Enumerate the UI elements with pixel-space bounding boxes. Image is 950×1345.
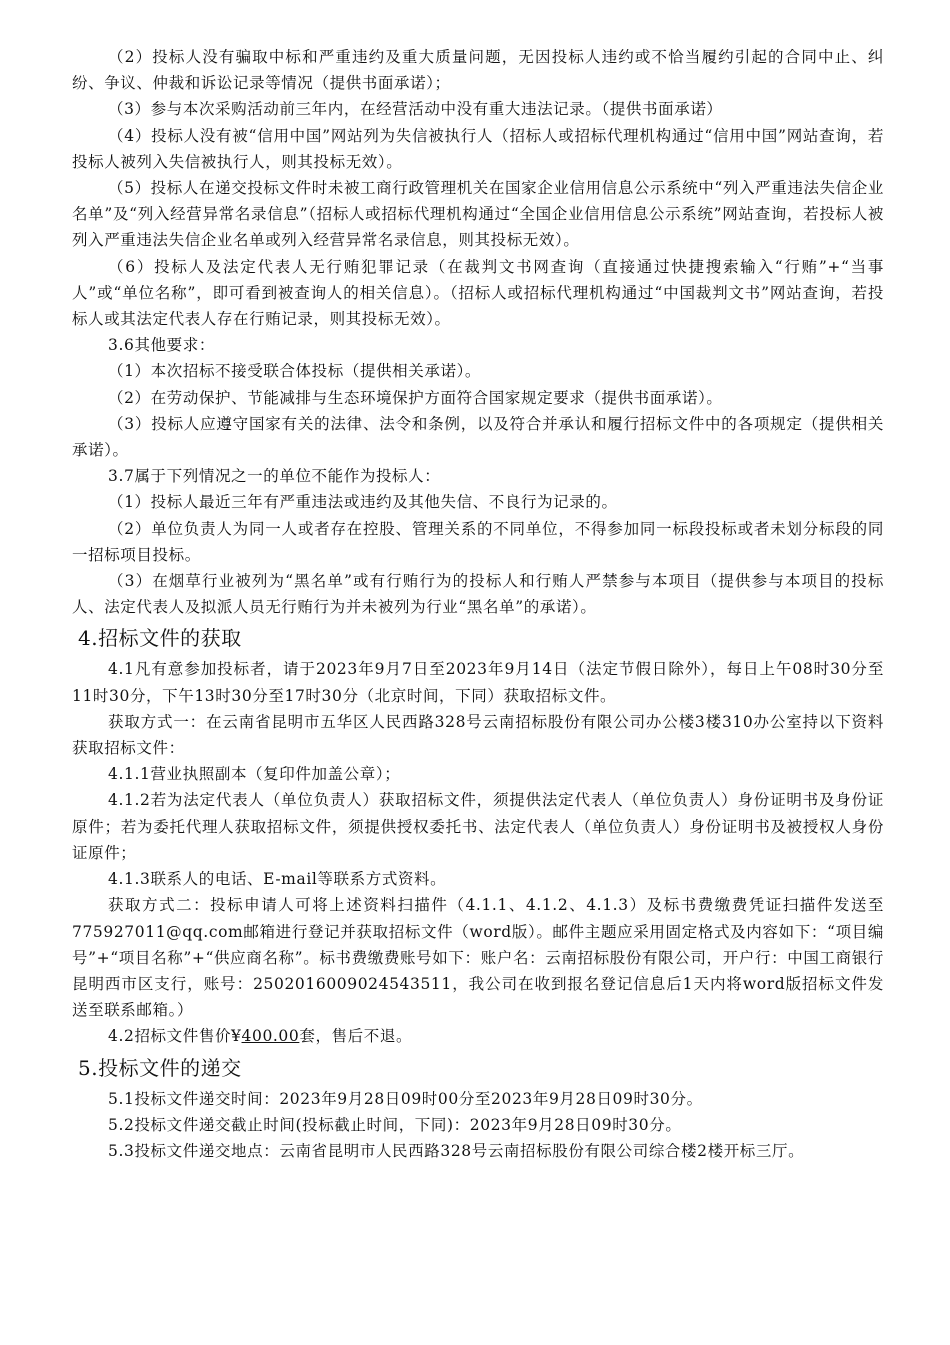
acquisition-method-2: 获取方式二：投标申请人可将上述资料扫描件（4.1.1、4.1.2、4.1.3）及标书费缴费凭证扫描件发送至775927011@qq.com邮箱进行登记并获取招标文件（word版）。邮件主题应采用固定格式及内容如下：“项目编号”+“项目名称”+“供应商名称”。标书费缴费账号如下：账户名：云南招标股份有限公司，开户行：中国工商银行昆明西市区支行，账号：2502016009024543511，我公司在收到报名登记信息后1天内将word版招标文件发送至联系邮箱。） (72, 896, 884, 1020)
section-4-heading: 4.招标文件的获取 (78, 626, 242, 651)
requirement-item-3: （3）参与本次采购活动前三年内，在经营活动中没有重大违法记录。（提供书面承诺） (108, 100, 723, 119)
section-5-1: 5.1投标文件递交时间：2023年9月28日09时00分至2023年9月28日09时30分。 (108, 1089, 703, 1108)
section-4-1-paragraph: 4.1凡有意参加投标者，请于2023年9月7日至2023年9月14日（法定节假日除外），每日上午08时30分至11时30分，下午13时30分至17时30分（北京时间，下同）获取招标文件。 (72, 660, 884, 705)
requirement-item-2: （2）投标人没有骗取中标和严重违约及重大质量问题，无因投标人违约或不恰当履约引起的合同中止、纠纷、争议、仲裁和诉讼记录等情况（提供书面承诺）； (72, 48, 884, 93)
section-4-1-1: 4.1.1营业执照副本（复印件加盖公章）； (108, 765, 401, 784)
other-requirement-1: （1）本次招标不接受联合体投标（提供相关承诺）。 (108, 362, 482, 381)
price-prefix: 4.2招标文件售价¥ (108, 1027, 242, 1046)
section-4-1-3: 4.1.3联系人的电话、E-mail等联系方式资料。 (108, 870, 447, 889)
section-4-2-price (72, 1023, 884, 1049)
section-3-6-title: 3.6其他要求： (108, 336, 215, 355)
exclusion-item-3: （3）在烟草行业被列为“黑名单”或有行贿行为的投标人和行贿人严禁参与本项目（提供参与本项目的投标人、法定代表人及拟派人员无行贿行为并未被列为行业“黑名单”的承诺）。 (72, 572, 884, 617)
section-5-2: 5.2投标文件递交截止时间(投标截止时间，下同)：2023年9月28日09时30分。 (108, 1115, 682, 1134)
requirement-item-4: （4）投标人没有被“信用中国”网站列为失信被执行人（招标人或招标代理机构通过“信用中国”网站查询，若投标人被列入失信被执行人，则其投标无效）。 (72, 126, 884, 171)
other-requirement-2: （2）在劳动保护、节能减排与生态环境保护方面符合国家规定要求（提供书面承诺）。 (108, 388, 723, 407)
exclusion-item-2: （2）单位负责人为同一人或者存在控股、管理关系的不同单位，不得参加同一标段投标或者未划分标段的同一招标项目投标。 (72, 519, 884, 564)
document-page (72, 44, 884, 1164)
section-5-heading: 5.投标文件的递交 (78, 1055, 242, 1080)
section-4-1-2: 4.1.2若为法定代表人（单位负责人）获取招标文件，须提供法定代表人（单位负责人）身份证明书及身份证原件；若为委托代理人获取招标文件，须提供授权委托书、法定代表人（单位负责人）身份证明书及被授权人身份证原件； (72, 791, 884, 862)
price-suffix: 套，售后不退。 (299, 1027, 413, 1046)
section-5-3: 5.3投标文件递交地点：云南省昆明市人民西路328号云南招标股份有限公司综合楼2楼开标三厅。 (108, 1141, 805, 1160)
price-value: 400.00 (241, 1027, 300, 1046)
requirement-item-6: （6）投标人及法定代表人无行贿犯罪记录（在裁判文书网查询（直接通过快捷搜索输入“行贿”+“当事人”或“单位名称”，即可看到被查询人的相关信息）。（招标人或招标代理机构通过“中国裁判文书”网站查询，若投标人或其法定代表人存在行贿记录，则其投标无效）。 (72, 257, 884, 329)
acquisition-method-1: 获取方式一：在云南省昆明市五华区人民西路328号云南招标股份有限公司办公楼3楼310办公室持以下资料获取招标文件： (72, 712, 884, 758)
other-requirement-3: （3）投标人应遵守国家有关的法律、法令和条例，以及符合并承认和履行招标文件中的各项规定（提供相关承诺）。 (72, 414, 884, 460)
section-3-7-title: 3.7属于下列情况之一的单位不能作为投标人： (108, 467, 441, 486)
exclusion-item-1: （1）投标人最近三年有严重违法或违约及其他失信、不良行为记录的。 (108, 493, 618, 512)
requirement-item-5: （5）投标人在递交投标文件时未被工商行政管理机关在国家企业信用信息公示系统中“列入严重违法失信企业名单”及“列入经营异常名录信息”（招标人或招标代理机构通过“全国企业信用信息公示系统”网站查询，若投标人被列入严重违法失信企业名单或列入经营异常名录信息，则其投标无效）。 (72, 179, 884, 250)
